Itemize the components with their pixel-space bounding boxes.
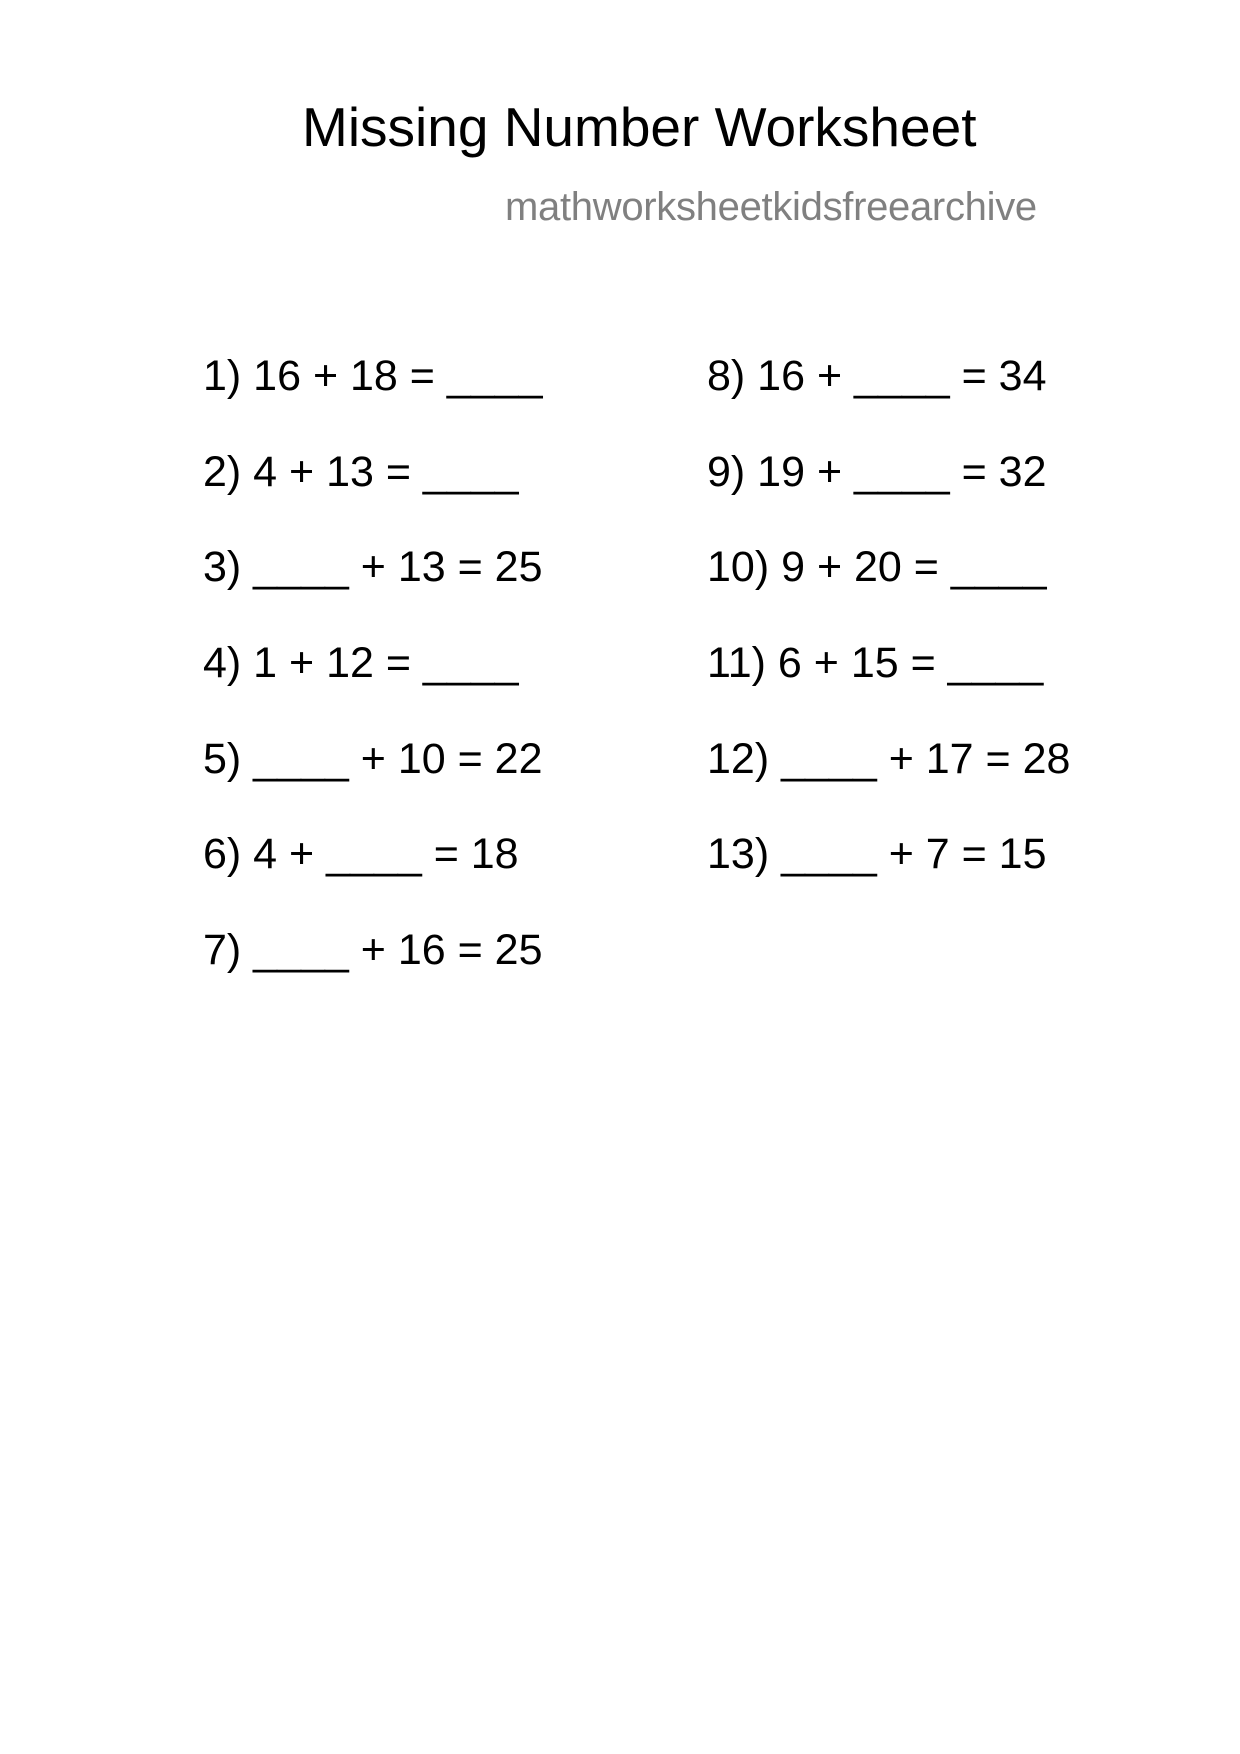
problem-12: 12) ____ + 17 = 28 <box>707 734 1071 783</box>
problems-column-right <box>707 352 1071 929</box>
problem-11: 11) 6 + 15 = ____ <box>707 639 1044 688</box>
problem-13: 13) ____ + 7 = 15 <box>707 830 1047 879</box>
worksheet-title: Missing Number Worksheet <box>302 96 977 158</box>
problem-2: 2) 4 + 13 = ____ <box>203 447 519 496</box>
problem-4: 4) 1 + 12 = ____ <box>203 639 519 688</box>
problem-5: 5) ____ + 10 = 22 <box>203 734 543 783</box>
problem-1: 1) 16 + 18 = ____ <box>203 352 543 400</box>
problem-9: 9) 19 + ____ = 32 <box>707 447 1047 496</box>
worksheet-source-watermark: mathworksheetkidsfreearchive <box>505 185 1037 229</box>
problem-10: 10) 9 + 20 = ____ <box>707 543 1047 592</box>
problem-3: 3) ____ + 13 = 25 <box>203 543 543 592</box>
problem-7: 7) ____ + 16 = 25 <box>203 926 543 975</box>
problem-6: 6) 4 + ____ = 18 <box>203 830 519 879</box>
problem-8: 8) 16 + ____ = 34 <box>707 352 1047 400</box>
problems-column-left <box>203 352 543 1025</box>
